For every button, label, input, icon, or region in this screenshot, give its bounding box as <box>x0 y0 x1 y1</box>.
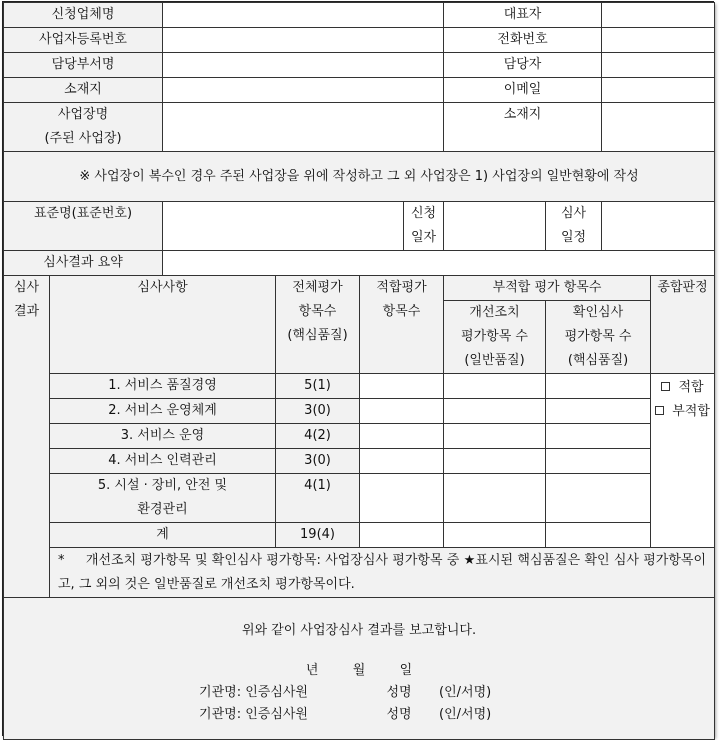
manager-field[interactable] <box>602 53 715 78</box>
table-row-confirm[interactable] <box>546 374 651 399</box>
footnote: * 개선조치 평가항목 및 확인심사 평가항목: 사업장심사 평가항목 중 ★표시된 핵심품질은 확인 심사 평가항목이고, 그 외의 것은 일반품질로 개선조치 평가항목이다. <box>50 548 715 598</box>
apply-date-label-line2: 일자 <box>410 230 437 245</box>
table-row-item: 1. 서비스 품질경영 <box>50 374 276 399</box>
department-label: 담당부서명 <box>4 53 163 78</box>
summary-label: 심사결과 요약 <box>4 251 163 276</box>
declaration-date: 년 월 일 <box>305 662 413 678</box>
email-field[interactable] <box>602 78 715 103</box>
verdict-conform-option[interactable]: 적합 <box>653 376 712 400</box>
apply-date-label-line1: 신청 <box>410 206 437 221</box>
sum-row-confirm[interactable] <box>546 523 651 548</box>
report-table <box>3 2 715 740</box>
apply-date-field[interactable] <box>444 202 546 251</box>
representative-field[interactable] <box>602 3 715 28</box>
signature-line-2: 기관명: 인증심사원 성명 (인/서명) <box>199 706 492 722</box>
audit-schedule-field[interactable] <box>602 202 715 251</box>
table-row-confirm[interactable] <box>546 449 651 474</box>
verdict-nonconform-option[interactable]: 부적합 <box>653 400 712 424</box>
table-row-total: 4(2) <box>276 424 360 449</box>
table-row-corrective[interactable] <box>444 449 546 474</box>
table-row-corrective[interactable] <box>444 474 546 523</box>
table-row-item: 3. 서비스 운영 <box>50 424 276 449</box>
site-name-label-line1: 사업장명 <box>57 107 109 122</box>
business-reg-no-label: 사업자등록번호 <box>4 28 163 53</box>
audit-schedule-label-line2: 일정 <box>560 230 587 245</box>
total-header: 전체평가 항목수 (핵심품질) <box>276 276 360 374</box>
table-row-total: 4(1) <box>276 474 360 523</box>
representative-label: 대표자 <box>444 3 602 28</box>
audit-schedule-label-line1: 심사 <box>560 206 587 221</box>
sum-row-total: 19(4) <box>276 523 360 548</box>
table-row-corrective[interactable] <box>444 424 546 449</box>
checkbox-icon[interactable] <box>661 382 670 391</box>
confirm-header: 확인심사 평가항목 수 (핵심품질) <box>546 301 651 374</box>
overall-verdict <box>651 374 715 548</box>
audit-report-form <box>2 1 714 736</box>
table-row-total: 5(1) <box>276 374 360 399</box>
site-name-label <box>4 103 163 152</box>
nonconform-header: 부적합 평가 항목수 <box>444 276 651 301</box>
site-address-field[interactable] <box>602 103 715 152</box>
site-address-label: 소재지 <box>444 103 602 152</box>
summary-field[interactable] <box>163 251 715 276</box>
standard-name-field[interactable] <box>163 202 404 251</box>
declaration-statement: 위와 같이 사업장심사 결과를 보고합니다. <box>241 622 477 638</box>
table-row-corrective[interactable] <box>444 399 546 424</box>
table-row-confirm[interactable] <box>546 474 651 523</box>
table-row-conform[interactable] <box>360 474 444 523</box>
table-row-confirm[interactable] <box>546 424 651 449</box>
site-name-field[interactable] <box>163 103 444 152</box>
checkbox-icon[interactable] <box>655 406 664 415</box>
address-label: 소재지 <box>4 78 163 103</box>
department-field[interactable] <box>163 53 444 78</box>
table-row-item: 5. 시설 · 장비, 안전 및 환경관리 <box>50 474 276 523</box>
declaration <box>4 598 715 740</box>
sum-row-conform[interactable] <box>360 523 444 548</box>
table-row-item: 2. 서비스 운영체계 <box>50 399 276 424</box>
address-field[interactable] <box>163 78 444 103</box>
phone-field[interactable] <box>602 28 715 53</box>
business-reg-no-field[interactable] <box>163 28 444 53</box>
corrective-header: 개선조치 평가항목 수 (일반품질) <box>444 301 546 374</box>
table-row-conform[interactable] <box>360 374 444 399</box>
overall-header: 종합판정 <box>651 276 715 374</box>
table-row-confirm[interactable] <box>546 399 651 424</box>
results-side-label: 심사 결과 <box>4 276 50 598</box>
table-row-item: 4. 서비스 인력관리 <box>50 449 276 474</box>
site-note: ※ 사업장이 복수인 경우 주된 사업장을 위에 작성하고 그 외 사업장은 1) 사업장의 일반현황에 작성 <box>4 152 715 202</box>
standard-name-label: 표준명(표준번호) <box>4 202 163 251</box>
table-row-conform[interactable] <box>360 424 444 449</box>
table-row-total: 3(0) <box>276 449 360 474</box>
conform-header: 적합평가 항목수 <box>360 276 444 374</box>
phone-label: 전화번호 <box>444 28 602 53</box>
sum-row-corrective[interactable] <box>444 523 546 548</box>
apply-date-label <box>404 202 444 251</box>
site-name-label-line2: (주된 사업장) <box>44 131 122 146</box>
items-header: 심사사항 <box>50 276 276 374</box>
table-row-conform[interactable] <box>360 399 444 424</box>
table-row-conform[interactable] <box>360 449 444 474</box>
manager-label: 담당자 <box>444 53 602 78</box>
sum-row-label: 계 <box>50 523 276 548</box>
audit-schedule-label <box>546 202 602 251</box>
signature-line-1: 기관명: 인증심사원 성명 (인/서명) <box>199 684 492 700</box>
email-label: 이메일 <box>444 78 602 103</box>
table-row-total: 3(0) <box>276 399 360 424</box>
company-name-field[interactable] <box>163 3 444 28</box>
company-name-label: 신청업체명 <box>4 3 163 28</box>
table-row-corrective[interactable] <box>444 374 546 399</box>
